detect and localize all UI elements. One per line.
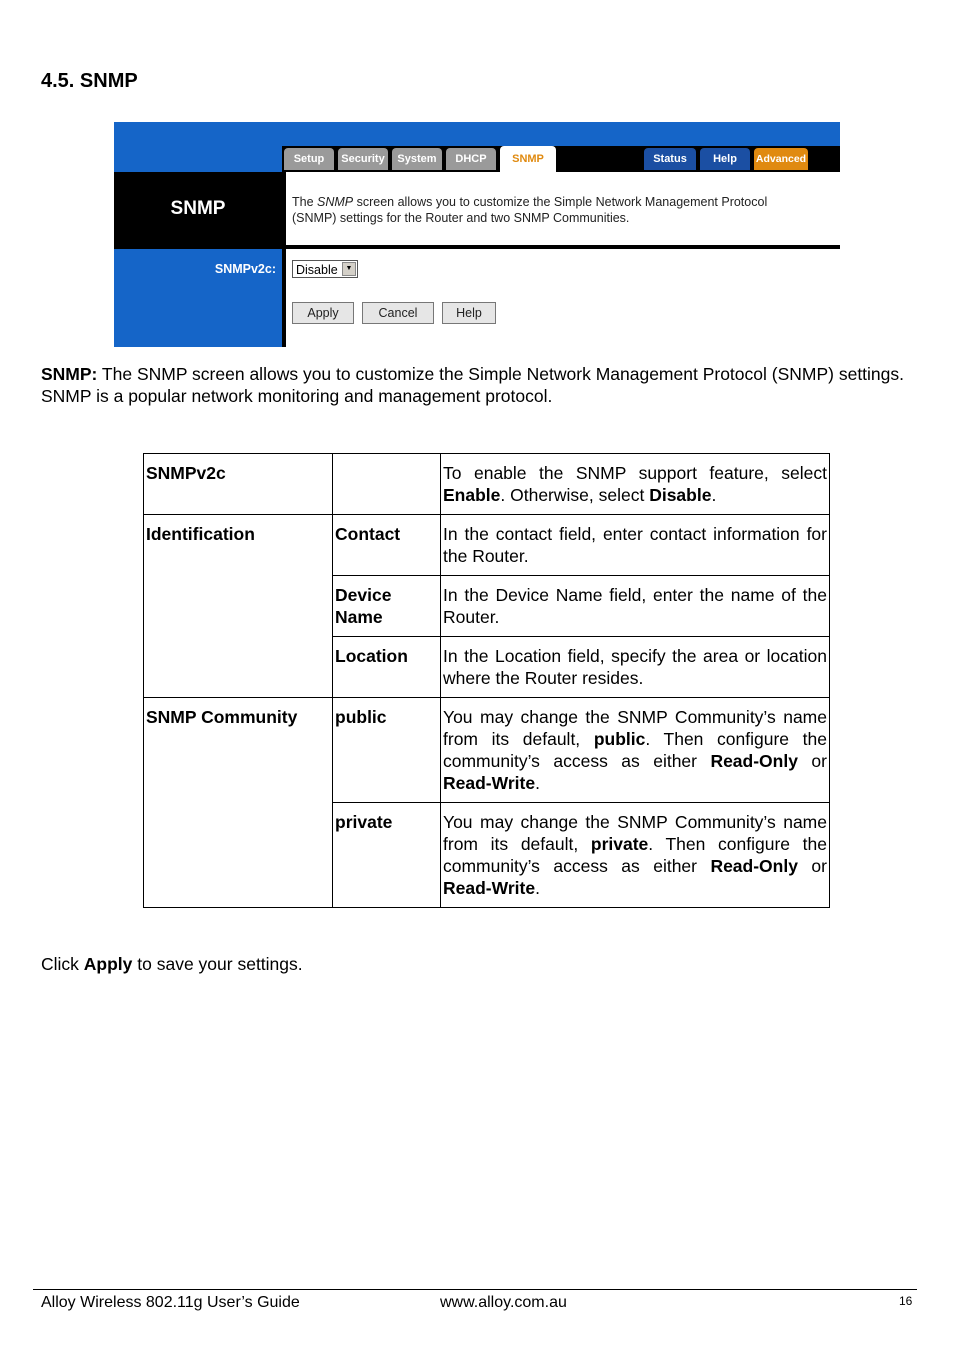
tab-security[interactable]: Security bbox=[338, 148, 388, 170]
table-row bbox=[144, 515, 830, 576]
settings-table bbox=[143, 453, 830, 908]
router-snmp-screenshot bbox=[114, 122, 840, 347]
page-label-panel bbox=[114, 172, 282, 249]
footer-guide-title: Alloy Wireless 802.11g User’s Guide bbox=[41, 1294, 300, 1311]
snmpv2c-select[interactable]: Disable ▼ bbox=[292, 260, 358, 278]
apply-note: Click Apply to save your settings. bbox=[41, 954, 303, 974]
help-button[interactable]: Help bbox=[442, 302, 496, 324]
row-description: In the Location field, specify the area or location where the Router resides. bbox=[441, 637, 830, 698]
tab-snmp[interactable]: SNMP bbox=[500, 146, 556, 172]
row-label: SNMPv2c bbox=[144, 454, 333, 515]
row-description: You may change the SNMP Community’s name from its default, public. Then configure the community’s access as either Read-Only or Read-Write. bbox=[441, 698, 830, 803]
row-description: In the contact field, enter contact information for the Router. bbox=[441, 515, 830, 576]
sub-label: public bbox=[333, 698, 441, 803]
row-label: SNMP Community bbox=[144, 698, 333, 908]
footer-divider bbox=[33, 1289, 917, 1290]
apply-button[interactable]: Apply bbox=[292, 302, 354, 324]
tab-setup[interactable]: Setup bbox=[284, 148, 334, 170]
chevron-down-icon[interactable]: ▼ bbox=[342, 262, 356, 276]
row-label: Identification bbox=[144, 515, 333, 698]
cancel-button[interactable]: Cancel bbox=[362, 302, 434, 324]
tab-system[interactable]: System bbox=[392, 148, 442, 170]
sub-label: Device Name bbox=[333, 576, 441, 637]
section-title: 4.5. SNMP bbox=[41, 70, 138, 92]
tab-advanced[interactable]: Advanced bbox=[754, 148, 808, 170]
page-number: 16 bbox=[899, 1294, 913, 1308]
table-row bbox=[144, 454, 830, 515]
page-label: SNMP bbox=[170, 198, 226, 219]
row-description: You may change the SNMP Community’s name from its default, private. Then configure the community’s access as either Read-Only or Read-Write. bbox=[441, 803, 830, 908]
sub-label: Location bbox=[333, 637, 441, 698]
field-label-panel bbox=[114, 249, 282, 347]
form-area bbox=[282, 249, 840, 347]
sub-label: private bbox=[333, 803, 441, 908]
sub-label: Contact bbox=[333, 515, 441, 576]
row-description: To enable the SNMP support feature, select Enable. Otherwise, select Disable. bbox=[441, 454, 830, 515]
table-row bbox=[144, 698, 830, 803]
screen-description: The SNMP screen allows you to customize the Simple Network Management Protocol (SNMP) settings for the Router and two SNMP Communities. bbox=[282, 172, 840, 247]
snmpv2c-label: SNMPv2c: bbox=[214, 262, 276, 276]
row-description: In the Device Name field, enter the name of the Router. bbox=[441, 576, 830, 637]
intro-paragraph: SNMP: The SNMP screen allows you to customize the Simple Network Management Protocol (SNMP) settings. SNMP is a popular network monitoring and management protocol. bbox=[41, 364, 905, 406]
footer-website: www.alloy.com.au bbox=[440, 1294, 567, 1311]
tab-help[interactable]: Help bbox=[700, 148, 750, 170]
tab-dhcp[interactable]: DHCP bbox=[446, 148, 496, 170]
tab-status[interactable]: Status bbox=[644, 148, 696, 170]
